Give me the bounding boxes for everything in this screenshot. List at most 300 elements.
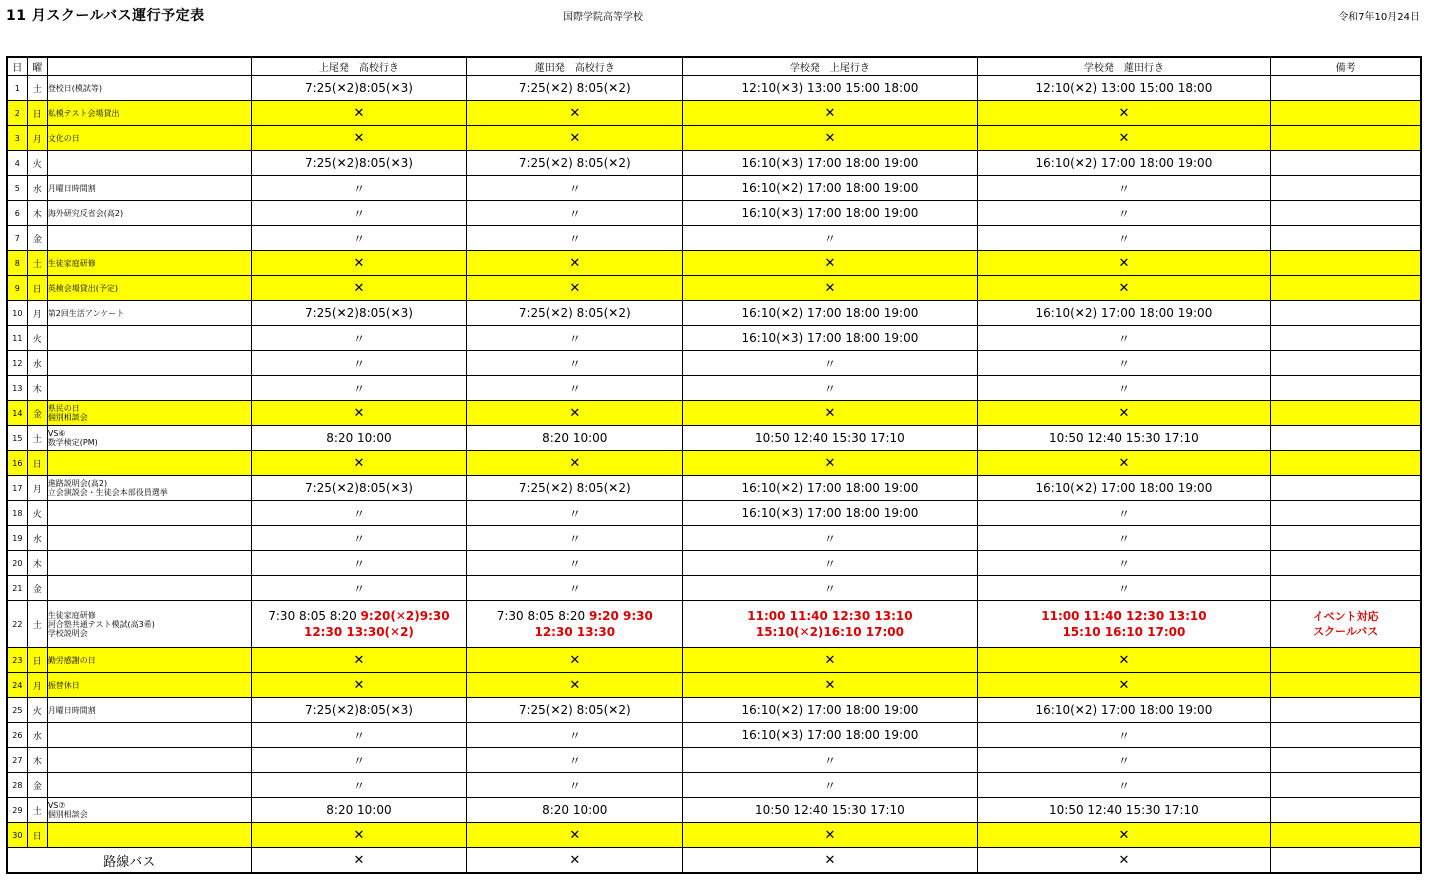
event-cell [47,823,251,848]
ageo-to-school-cell: 7:25(✕2)8:05(✕3) [251,476,467,501]
notes-cell [1271,798,1421,823]
issue-date: 令和7年10月24日 [1338,12,1420,23]
ageo-to-school-cell: 〃 [251,723,467,748]
event-cell: 県民の日 個別相談会 [47,401,251,426]
table-row [7,551,1421,576]
school-to-hasuda-cell: 〃 [977,326,1270,351]
table-row [7,526,1421,551]
ageo-to-school-cell: ✕ [251,451,467,476]
event-cell: 勤労感謝の日 [47,648,251,673]
hasuda-to-school-cell: 〃 [467,576,683,601]
day-cell: 3 [7,126,27,151]
event-cell: VS⑦ 個別相談会 [47,798,251,823]
table-row [7,301,1421,326]
ageo-to-school-cell: ✕ [251,401,467,426]
school-to-ageo-cell: 〃 [683,376,977,401]
day-cell: 19 [7,526,27,551]
school-to-hasuda-cell: 10:50 12:40 15:30 17:10 [977,426,1270,451]
school-to-hasuda-cell: ✕ [977,251,1270,276]
ageo-to-school-cell: 7:25(✕2)8:05(✕3) [251,301,467,326]
weekday-cell: 木 [27,551,47,576]
school-to-ageo-cell: 16:10(✕2) 17:00 18:00 19:00 [683,176,977,201]
time-highlight: 12:30 13:30 [534,625,616,639]
notes-cell [1271,673,1421,698]
notes-cell [1271,401,1421,426]
school-to-ageo-cell: 〃 [683,526,977,551]
weekday-cell: 水 [27,351,47,376]
day-cell: 15 [7,426,27,451]
notes-cell [1271,823,1421,848]
event-cell: 第2回生活アンケート [47,301,251,326]
school-to-ageo-cell: 16:10(✕2) 17:00 18:00 19:00 [683,698,977,723]
ageo-to-school-cell: 〃 [251,748,467,773]
ageo-to-school-cell: ✕ [251,251,467,276]
notes-cell [1271,551,1421,576]
notes-cell [1271,351,1421,376]
notes-cell [1271,698,1421,723]
event-cell [47,773,251,798]
day-cell: 12 [7,351,27,376]
weekday-cell: 水 [27,526,47,551]
weekday-cell: 土 [27,601,47,648]
table-row [7,698,1421,723]
weekday-cell: 木 [27,376,47,401]
event-cell [47,526,251,551]
ageo-to-school-cell: 7:25(✕2)8:05(✕3) [251,76,467,101]
col-header-school-to-hasuda: 学校発 蓮田行き [977,57,1270,76]
ageo-to-school-cell: 〃 [251,526,467,551]
notes-cell [1271,301,1421,326]
school-to-hasuda-cell: ✕ [977,848,1270,874]
hasuda-to-school-cell [467,601,683,648]
school-to-hasuda-cell: 12:10(✕2) 13:00 15:00 18:00 [977,76,1270,101]
ageo-to-school-cell: ✕ [251,648,467,673]
school-to-hasuda-cell: ✕ [977,276,1270,301]
weekday-cell: 火 [27,698,47,723]
weekday-cell: 月 [27,476,47,501]
hasuda-to-school-cell: ✕ [467,251,683,276]
time-highlight: 9:20 9:30 [588,609,653,623]
notes-cell [1271,251,1421,276]
table-row [7,673,1421,698]
day-cell: 21 [7,576,27,601]
table-row [7,823,1421,848]
table-row [7,476,1421,501]
weekday-cell: 土 [27,426,47,451]
day-cell: 17 [7,476,27,501]
weekday-cell: 月 [27,301,47,326]
hasuda-to-school-cell: 〃 [467,501,683,526]
weekday-cell: 木 [27,748,47,773]
col-header-ageo-to-school: 上尾発 高校行き [251,57,467,76]
weekday-cell: 金 [27,576,47,601]
school-to-hasuda-cell: ✕ [977,401,1270,426]
school-to-ageo-cell: 16:10(✕3) 17:00 18:00 19:00 [683,326,977,351]
hasuda-to-school-cell: ✕ [467,451,683,476]
notes-cell [1271,526,1421,551]
day-cell: 9 [7,276,27,301]
event-cell [47,326,251,351]
hasuda-to-school-cell: 〃 [467,748,683,773]
school-to-hasuda-cell: ✕ [977,823,1270,848]
notes-cell [1271,748,1421,773]
col-header-notes: 備考 [1271,57,1421,76]
school-name: 国際学院高等学校 [563,12,643,23]
ageo-to-school-cell: 〃 [251,176,467,201]
event-cell: 振替休日 [47,673,251,698]
ageo-to-school-cell: ✕ [251,276,467,301]
table-row [7,76,1421,101]
hasuda-to-school-cell: 〃 [467,551,683,576]
event-cell: 英検会場貸出(予定) [47,276,251,301]
school-to-ageo-cell: 〃 [683,551,977,576]
hasuda-to-school-cell: ✕ [467,401,683,426]
ageo-to-school-cell: 〃 [251,351,467,376]
col-header-event [47,57,251,76]
ageo-to-school-cell: ✕ [251,823,467,848]
hasuda-to-school-cell: 8:20 10:00 [467,798,683,823]
school-to-hasuda-cell: 16:10(✕2) 17:00 18:00 19:00 [977,476,1270,501]
table-row [7,176,1421,201]
hasuda-to-school-cell: ✕ [467,823,683,848]
event-cell [47,551,251,576]
ageo-to-school-cell: 〃 [251,551,467,576]
bus-schedule-table [6,56,1422,874]
school-to-ageo-cell: ✕ [683,401,977,426]
time-highlight: 9:20(✕2)9:30 [360,609,450,623]
hasuda-to-school-cell: 〃 [467,201,683,226]
ageo-to-school-cell: ✕ [251,101,467,126]
ageo-to-school-cell: ✕ [251,848,467,874]
day-cell: 14 [7,401,27,426]
school-to-hasuda-cell: 16:10(✕2) 17:00 18:00 19:00 [977,151,1270,176]
school-to-hasuda-cell [977,601,1270,648]
school-to-hasuda-cell: 〃 [977,526,1270,551]
school-to-ageo-cell: ✕ [683,451,977,476]
table-row [7,426,1421,451]
table-row [7,351,1421,376]
note-line: イベント対応 [1312,610,1379,623]
notes-cell [1271,126,1421,151]
day-cell: 22 [7,601,27,648]
weekday-cell: 日 [27,823,47,848]
notes-cell [1271,476,1421,501]
day-cell: 26 [7,723,27,748]
hasuda-to-school-cell: 7:25(✕2) 8:05(✕2) [467,476,683,501]
day-cell: 29 [7,798,27,823]
day-cell: 4 [7,151,27,176]
school-to-ageo-cell: 〃 [683,748,977,773]
time-highlight: 11:00 11:40 12:30 13:10 [747,609,913,623]
school-to-hasuda-cell: 〃 [977,226,1270,251]
school-to-hasuda-cell: ✕ [977,101,1270,126]
school-to-hasuda-cell: 〃 [977,576,1270,601]
event-cell: 私模テスト会場貸出 [47,101,251,126]
schedule-body [7,76,1421,874]
col-header-day: 日 [7,57,27,76]
day-cell: 2 [7,101,27,126]
event-cell [47,351,251,376]
ageo-to-school-cell: 7:25(✕2)8:05(✕3) [251,151,467,176]
table-row [7,401,1421,426]
hasuda-to-school-cell: 7:25(✕2) 8:05(✕2) [467,76,683,101]
time-text: 7:30 8:05 8:20 [496,609,589,623]
weekday-cell: 日 [27,648,47,673]
school-to-ageo-cell: 12:10(✕3) 13:00 15:00 18:00 [683,76,977,101]
hasuda-to-school-cell: 〃 [467,176,683,201]
header-row [7,57,1421,76]
school-to-ageo-cell: ✕ [683,276,977,301]
school-to-hasuda-cell: ✕ [977,673,1270,698]
time-text: 7:30 8:05 8:20 [268,609,361,623]
weekday-cell: 土 [27,76,47,101]
school-to-hasuda-cell: 〃 [977,376,1270,401]
notes-cell [1271,648,1421,673]
page-title: 11 月スクールバス運行予定表 [6,8,205,24]
ageo-to-school-cell: 7:25(✕2)8:05(✕3) [251,698,467,723]
school-to-hasuda-cell: 〃 [977,201,1270,226]
ageo-to-school-cell: 〃 [251,376,467,401]
hasuda-to-school-cell: 〃 [467,351,683,376]
school-to-ageo-cell: 16:10(✕2) 17:00 18:00 19:00 [683,476,977,501]
hasuda-to-school-cell: ✕ [467,126,683,151]
ageo-to-school-cell: 〃 [251,226,467,251]
ageo-to-school-cell: 〃 [251,501,467,526]
table-row [7,326,1421,351]
school-to-ageo-cell: ✕ [683,823,977,848]
table-row [7,748,1421,773]
hasuda-to-school-cell: 〃 [467,723,683,748]
hasuda-to-school-cell: 〃 [467,226,683,251]
time-highlight: 15:10(✕2)16:10 17:00 [755,625,904,639]
table-row [7,101,1421,126]
notes-cell [1271,101,1421,126]
ageo-to-school-cell: ✕ [251,126,467,151]
notes-cell [1271,848,1421,874]
school-to-ageo-cell: 16:10(✕3) 17:00 18:00 19:00 [683,151,977,176]
weekday-cell: 土 [27,251,47,276]
table-row [7,226,1421,251]
event-cell [47,748,251,773]
hasuda-to-school-cell: 7:25(✕2) 8:05(✕2) [467,698,683,723]
weekday-cell: 火 [27,151,47,176]
notes-cell [1271,76,1421,101]
ageo-to-school-cell: 8:20 10:00 [251,426,467,451]
col-header-school-to-ageo: 学校発 上尾行き [683,57,977,76]
school-to-hasuda-cell: 〃 [977,748,1270,773]
school-to-hasuda-cell: 16:10(✕2) 17:00 18:00 19:00 [977,301,1270,326]
school-to-hasuda-cell: 10:50 12:40 15:30 17:10 [977,798,1270,823]
hasuda-to-school-cell: ✕ [467,673,683,698]
weekday-cell: 金 [27,226,47,251]
ageo-to-school-cell: 〃 [251,201,467,226]
event-cell: 登校日(模試等) [47,76,251,101]
notes-cell [1271,576,1421,601]
event-cell: 海外研究反省会(高2) [47,201,251,226]
ageo-to-school-cell [251,601,467,648]
weekday-cell: 土 [27,798,47,823]
notes-cell [1271,376,1421,401]
school-to-ageo-cell: ✕ [683,251,977,276]
ageo-to-school-cell: ✕ [251,673,467,698]
table-row [7,798,1421,823]
school-to-ageo-cell: 10:50 12:40 15:30 17:10 [683,426,977,451]
event-cell [47,226,251,251]
table-row [7,601,1421,648]
notes-cell [1271,773,1421,798]
note-line: スクールバス [1313,625,1379,638]
school-to-hasuda-cell: ✕ [977,451,1270,476]
table-row [7,576,1421,601]
day-cell: 20 [7,551,27,576]
hasuda-to-school-cell: 〃 [467,773,683,798]
table-row [7,126,1421,151]
col-header-hasuda-to-school: 蓮田発 高校行き [467,57,683,76]
hasuda-to-school-cell: 7:25(✕2) 8:05(✕2) [467,301,683,326]
event-cell [47,151,251,176]
day-cell: 27 [7,748,27,773]
event-cell: 月曜日時間割 [47,176,251,201]
school-to-ageo-cell: ✕ [683,648,977,673]
weekday-cell: 日 [27,101,47,126]
notes-cell [1271,176,1421,201]
day-cell: 18 [7,501,27,526]
school-to-hasuda-cell: 〃 [977,176,1270,201]
table-row [7,773,1421,798]
day-cell: 1 [7,76,27,101]
event-cell: 文化の日 [47,126,251,151]
school-to-ageo-cell: ✕ [683,848,977,874]
day-cell: 8 [7,251,27,276]
weekday-cell: 水 [27,176,47,201]
day-cell: 10 [7,301,27,326]
notes-cell [1271,201,1421,226]
day-cell: 30 [7,823,27,848]
notes-cell [1271,723,1421,748]
school-to-hasuda-cell: 16:10(✕2) 17:00 18:00 19:00 [977,698,1270,723]
ageo-to-school-cell: 〃 [251,326,467,351]
school-to-ageo-cell: 〃 [683,576,977,601]
school-to-hasuda-cell: ✕ [977,126,1270,151]
school-to-ageo-cell: 10:50 12:40 15:30 17:10 [683,798,977,823]
table-row [7,251,1421,276]
school-to-hasuda-cell: 〃 [977,351,1270,376]
school-to-ageo-cell [683,601,977,648]
hasuda-to-school-cell: 〃 [467,326,683,351]
notes-cell [1271,151,1421,176]
time-highlight: 15:10 16:10 17:00 [1062,625,1186,639]
notes-cell [1271,226,1421,251]
hasuda-to-school-cell: 〃 [467,376,683,401]
table-row [7,151,1421,176]
event-cell: 月曜日時間割 [47,698,251,723]
hasuda-to-school-cell: ✕ [467,276,683,301]
weekday-cell: 金 [27,401,47,426]
notes-cell [1271,601,1421,648]
time-highlight: 12:30 13:30(✕2) [303,625,414,639]
day-cell: 28 [7,773,27,798]
ageo-to-school-cell: 〃 [251,773,467,798]
weekday-cell: 月 [27,673,47,698]
footer-row [7,848,1421,874]
ageo-to-school-cell: 〃 [251,576,467,601]
school-to-hasuda-cell: 〃 [977,773,1270,798]
school-to-ageo-cell: 16:10(✕2) 17:00 18:00 19:00 [683,301,977,326]
col-header-weekday: 曜 [27,57,47,76]
day-cell: 24 [7,673,27,698]
event-cell: VS⑥ 数学検定(PM) [47,426,251,451]
table-row [7,376,1421,401]
notes-cell [1271,451,1421,476]
hasuda-to-school-cell: ✕ [467,648,683,673]
table-row [7,501,1421,526]
day-cell: 5 [7,176,27,201]
day-cell: 11 [7,326,27,351]
table-row [7,201,1421,226]
notes-cell [1271,276,1421,301]
event-cell [47,576,251,601]
table-row [7,723,1421,748]
school-to-hasuda-cell: 〃 [977,501,1270,526]
weekday-cell: 日 [27,451,47,476]
event-cell [47,376,251,401]
school-to-hasuda-cell: ✕ [977,648,1270,673]
hasuda-to-school-cell: 8:20 10:00 [467,426,683,451]
route-bus-label: 路線バス [7,848,251,874]
weekday-cell: 水 [27,723,47,748]
school-to-ageo-cell: 16:10(✕3) 17:00 18:00 19:00 [683,201,977,226]
school-to-ageo-cell: ✕ [683,126,977,151]
hasuda-to-school-cell: ✕ [467,848,683,874]
event-cell: 進路説明会(高2) 立会演説会・生徒会本部役員選挙 [47,476,251,501]
school-to-ageo-cell: 〃 [683,351,977,376]
school-to-ageo-cell: ✕ [683,101,977,126]
school-to-hasuda-cell: 〃 [977,723,1270,748]
ageo-to-school-cell: 8:20 10:00 [251,798,467,823]
school-to-ageo-cell: 〃 [683,226,977,251]
day-cell: 6 [7,201,27,226]
day-cell: 23 [7,648,27,673]
hasuda-to-school-cell: 〃 [467,526,683,551]
day-cell: 7 [7,226,27,251]
weekday-cell: 木 [27,201,47,226]
event-cell: 生徒家庭研修 [47,251,251,276]
school-to-ageo-cell: ✕ [683,673,977,698]
weekday-cell: 月 [27,126,47,151]
weekday-cell: 日 [27,276,47,301]
day-cell: 13 [7,376,27,401]
school-to-hasuda-cell: 〃 [977,551,1270,576]
hasuda-to-school-cell: ✕ [467,101,683,126]
notes-cell [1271,501,1421,526]
school-to-ageo-cell: 16:10(✕3) 17:00 18:00 19:00 [683,723,977,748]
notes-cell [1271,326,1421,351]
table-row [7,648,1421,673]
event-cell: 生徒家庭研修 河合塾共通テスト模試(高3希) 学校説明会 [47,601,251,648]
notes-cell [1271,426,1421,451]
hasuda-to-school-cell: 7:25(✕2) 8:05(✕2) [467,151,683,176]
weekday-cell: 火 [27,501,47,526]
event-cell [47,451,251,476]
weekday-cell: 金 [27,773,47,798]
school-to-ageo-cell: 16:10(✕3) 17:00 18:00 19:00 [683,501,977,526]
weekday-cell: 火 [27,326,47,351]
table-row [7,451,1421,476]
school-to-ageo-cell: 〃 [683,773,977,798]
event-cell [47,501,251,526]
event-cell [47,723,251,748]
time-highlight: 11:00 11:40 12:30 13:10 [1041,609,1207,623]
